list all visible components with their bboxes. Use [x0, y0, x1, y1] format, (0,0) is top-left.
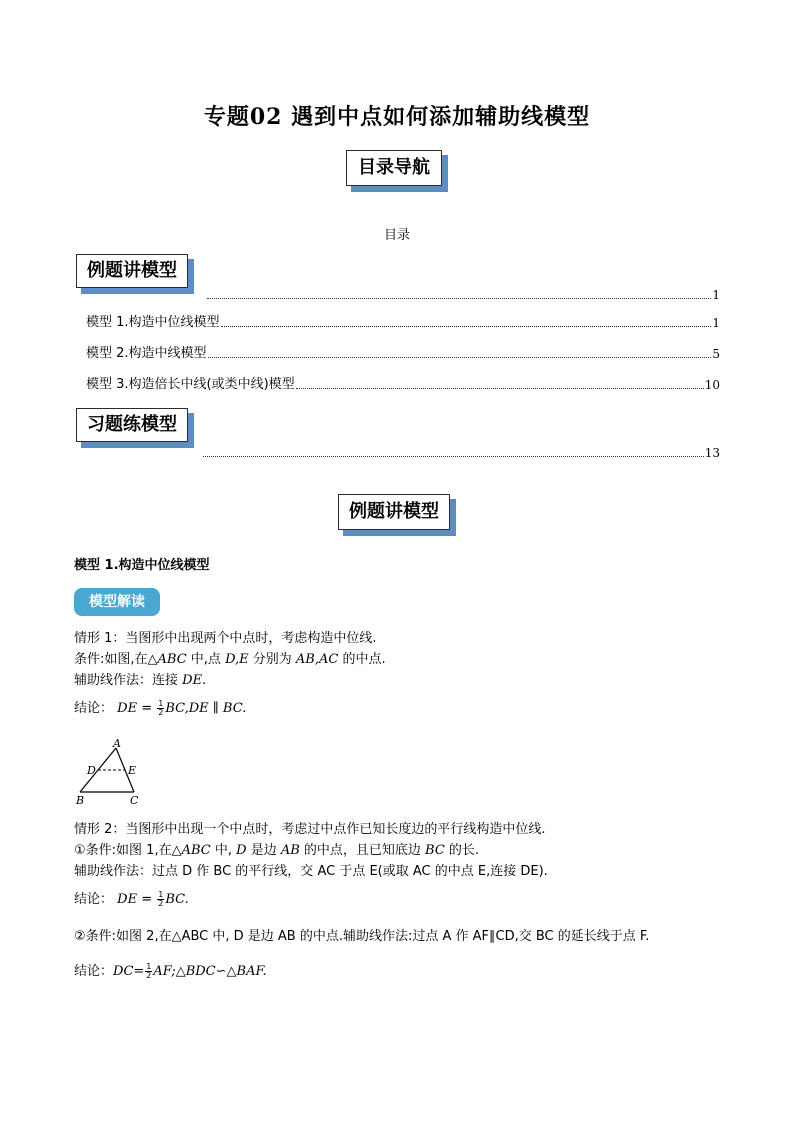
text-span: 中,	[210, 843, 237, 858]
toc-entry-label: 模型 2.构造中线模型	[86, 346, 207, 361]
math-span: DE	[117, 701, 138, 716]
text-span: 结论：	[74, 892, 118, 907]
toc-leader-dots	[208, 356, 712, 358]
fraction-half	[157, 891, 164, 908]
toc-entry[interactable]	[86, 373, 720, 392]
fraction-numerator: 1	[158, 699, 164, 708]
toc-nav-label: 目录导航	[346, 150, 442, 186]
case2-text: 情形 2：当图形中出现一个中点时，考虑过中点作已知长度边的平行线构造中位线.	[74, 822, 546, 837]
text-span: 结论：	[74, 701, 118, 716]
toc-entry-page: 10	[704, 378, 720, 392]
math-span: DE	[117, 892, 138, 907]
toc-leader-dots	[207, 297, 711, 299]
toc-entry-page: 5	[712, 347, 720, 361]
fraction-numerator: 1	[146, 962, 152, 971]
toc-entry[interactable]	[86, 342, 720, 361]
math-span: BC,DE ∥ BC.	[165, 701, 247, 716]
text-span: 的长.	[444, 843, 480, 858]
case2-conclusion	[74, 888, 189, 908]
toc-leader-dots	[221, 325, 712, 327]
math-span: △ABC	[171, 843, 211, 858]
math-span: D,E	[225, 652, 249, 667]
text-span: 的中点.	[338, 652, 386, 667]
toc-entry[interactable]	[202, 446, 720, 460]
math-span: DE	[182, 673, 203, 688]
toc-entry-page: 1	[712, 316, 720, 330]
case1-conclusion	[74, 697, 246, 717]
text-span: 结论：	[74, 964, 114, 979]
text-span: 中,点	[186, 652, 226, 667]
text-span: 条件:如图,在	[74, 652, 148, 667]
section-example-box	[338, 494, 450, 530]
toc-section-example-label: 例题讲模型	[76, 254, 188, 288]
math-span: BC	[425, 843, 445, 858]
toc-heading: 目录	[383, 228, 410, 243]
case2-aux-line: 辅助线作法：过点 D 作 BC 的平行线，交 AC 于点 E(或取 AC 的中点 E,连接 DE).	[74, 864, 548, 879]
label-e: E	[128, 764, 137, 777]
fraction-denominator: 2	[158, 899, 164, 908]
toc-entry-page: 1	[712, 288, 720, 302]
case2-condition-2: ②条件:如图 2,在△ABC 中, D 是边 AB 的中点.辅助线作法:过点 A 作 AF∥CD,交 BC 的延长线于点 F.	[74, 929, 650, 944]
toc-nav-box	[346, 150, 442, 186]
section-example-label: 例题讲模型	[338, 494, 450, 530]
math-span: △ABC	[147, 652, 187, 667]
case1-aux-line	[74, 669, 206, 688]
label-a: A	[113, 737, 121, 750]
text-span: ①条件:如图 1,在	[74, 843, 172, 858]
case1-text: 情形 1：当图形中出现两个中点时，考虑构造中位线.	[74, 631, 377, 646]
fraction-half	[157, 700, 164, 717]
fraction-denominator: 2	[146, 971, 152, 980]
fraction-numerator: 1	[158, 890, 164, 899]
label-d: D	[87, 764, 96, 777]
toc-section-example-box	[76, 254, 188, 288]
toc-section-exercise-label: 习题练模型	[76, 408, 188, 442]
math-span: BC.	[165, 892, 189, 907]
case1-condition	[74, 648, 386, 667]
toc-leader-dots	[296, 387, 704, 389]
label-b: B	[76, 794, 85, 807]
toc-leader-dots	[203, 455, 704, 457]
text-span: 的中点，且已知底边	[299, 843, 426, 858]
math-span: AB	[280, 843, 300, 858]
toc-entry[interactable]	[206, 288, 720, 302]
label-c: C	[130, 794, 139, 807]
fraction-denominator: 2	[158, 708, 164, 717]
toc-entry-page: 13	[704, 446, 720, 460]
text-span: =	[137, 892, 157, 907]
document-title: 专题02 遇到中点如何添加辅助线模型	[203, 104, 591, 130]
model-interpretation-badge: 模型解读	[74, 588, 160, 616]
math-span: D	[236, 843, 247, 858]
toc-entry[interactable]	[86, 311, 720, 330]
text-span: .	[202, 673, 207, 688]
math-span: DC=	[113, 964, 145, 979]
text-span: 是边	[246, 843, 281, 858]
text-span: =	[137, 701, 157, 716]
case2-conclusion-2	[74, 960, 267, 980]
case2-condition-1	[74, 839, 479, 858]
math-span: AB,AC	[295, 652, 339, 667]
toc-section-exercise-box	[76, 408, 188, 442]
toc-entry-label: 模型 1.构造中位线模型	[86, 315, 220, 330]
toc-entry-label: 模型 3.构造倍长中线(或类中线)模型	[86, 377, 295, 392]
fraction-half	[145, 963, 152, 980]
triangle-figure	[70, 734, 150, 808]
model-heading: 模型 1.构造中位线模型	[74, 558, 210, 573]
text-span: 辅助线作法：连接	[74, 673, 183, 688]
text-span: 分别为	[248, 652, 296, 667]
math-span: AF;△BDC∽△BAF.	[153, 964, 267, 979]
